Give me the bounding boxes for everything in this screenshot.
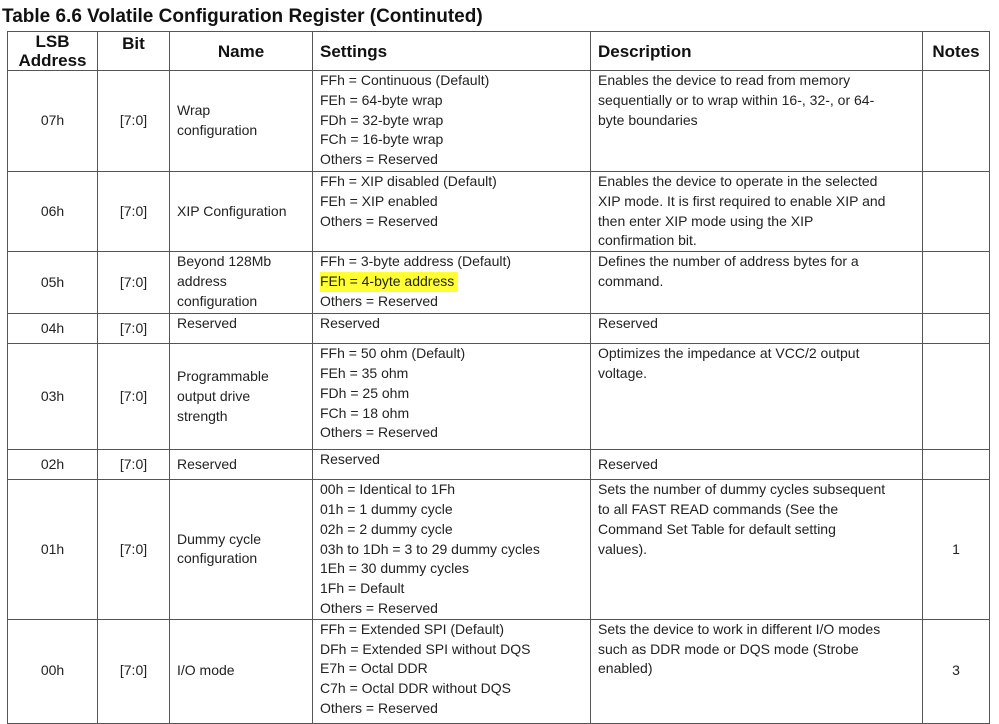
setting-line: FFh = XIP disabled (Default) (320, 173, 497, 189)
cell-notes (923, 450, 990, 480)
cell-bit: [7:0] (98, 252, 170, 314)
cell-bit: [7:0] (98, 314, 170, 344)
cell-lsb-address: 07h (8, 71, 98, 172)
cell-description (591, 172, 923, 252)
cell-notes (923, 314, 990, 344)
table-row (8, 172, 990, 252)
setting-line: Reserved (320, 315, 380, 332)
setting-line: E7h = Octal DDR (320, 660, 428, 677)
cell-settings (313, 71, 591, 172)
cell-settings (313, 344, 591, 450)
name-line: XIP Configuration (177, 202, 287, 219)
cell-notes: 3 (923, 619, 990, 723)
setting-line: DFh = Extended SPI without DQS (320, 640, 531, 657)
setting-line: FFh = Extended SPI (Default) (320, 620, 505, 637)
cell-name (170, 480, 313, 620)
name-line: strength (177, 407, 228, 424)
table-row (8, 71, 990, 172)
description-line: Sets the number of dummy cycles subsequent (598, 481, 886, 498)
cell-description (591, 450, 923, 480)
table-title: Table 6.6 Volatile Configuration Register (Continuted) (2, 6, 483, 27)
cell-bit: [7:0] (98, 172, 170, 252)
table-row (8, 619, 990, 723)
cell-settings (313, 619, 591, 723)
setting-line: FFh = Continuous (Default) (320, 72, 490, 88)
cell-name (170, 314, 313, 344)
setting-line: FDh = 32-byte wrap (320, 111, 444, 128)
column-header-description: Description (591, 32, 923, 71)
setting-line: 02h = 2 dummy cycle (320, 520, 453, 537)
table-row (8, 314, 990, 344)
description-line: command. (598, 272, 664, 289)
setting-line: FEh = 64-byte wrap (320, 91, 443, 108)
setting-line: Reserved (320, 451, 380, 468)
description-line: Command Set Table for default setting (598, 520, 836, 537)
setting-line: FCh = 16-byte wrap (320, 131, 444, 148)
description-line: sequentially or to wrap within 16-, 32-, or 64- (598, 91, 875, 108)
table-row (8, 480, 990, 620)
cell-lsb-address: 06h (8, 172, 98, 252)
cell-name (170, 252, 313, 314)
cell-bit: [7:0] (98, 450, 170, 480)
name-line: output drive (177, 387, 251, 404)
lsb-header-line2: Address (18, 51, 87, 70)
cell-notes (923, 252, 990, 314)
cell-description (591, 314, 923, 344)
description-line: Sets the device to work in different I/O modes (598, 620, 881, 637)
cell-bit: [7:0] (98, 619, 170, 723)
description-line: confirmation bit. (598, 232, 697, 249)
setting-line: Others = Reserved (320, 292, 438, 309)
cell-name (170, 450, 313, 480)
cell-notes (923, 172, 990, 252)
header-row (8, 32, 990, 71)
cell-bit: [7:0] (98, 71, 170, 172)
cell-settings (313, 480, 591, 620)
name-line: Reserved (177, 315, 237, 332)
setting-line: 1Eh = 30 dummy cycles (320, 560, 470, 577)
name-line: configuration (177, 122, 258, 138)
lsb-header-line1: LSB (35, 32, 70, 51)
cell-name (170, 619, 313, 723)
setting-line: FEh = 35 ohm (320, 364, 409, 381)
setting-line: C7h = Octal DDR without DQS (320, 680, 512, 697)
setting-line: Others = Reserved (320, 212, 438, 229)
cell-settings (313, 314, 591, 344)
cell-notes: 1 (923, 480, 990, 620)
cell-settings (313, 252, 591, 314)
setting-line: Others = Reserved (320, 151, 438, 168)
cell-name (170, 71, 313, 172)
setting-line: 00h = Identical to 1Fh (320, 481, 456, 498)
description-line: XIP mode. It is first required to enable XIP and (598, 192, 886, 209)
setting-line: Others = Reserved (320, 424, 438, 441)
column-header-notes: Notes (923, 32, 990, 71)
setting-line: Others = Reserved (320, 599, 438, 616)
cell-lsb-address: 05h (8, 252, 98, 314)
cell-description (591, 71, 923, 172)
description-line: Enables the device to read from memory (598, 72, 851, 88)
setting-line: FFh = 3-byte address (Default) (320, 253, 512, 270)
name-line: configuration (177, 292, 258, 309)
cell-notes (923, 344, 990, 450)
description-line: voltage. (598, 364, 648, 381)
table-row (8, 344, 990, 450)
column-header-settings: Settings (313, 32, 591, 71)
name-line: Wrap (177, 102, 211, 119)
description-line: Reserved (598, 315, 658, 332)
volatile-configuration-register-table (7, 31, 990, 724)
description-line: values). (598, 540, 648, 557)
setting-line: FCh = 18 ohm (320, 404, 410, 421)
cell-lsb-address: 04h (8, 314, 98, 344)
cell-lsb-address: 03h (8, 344, 98, 450)
setting-line-wrapper (320, 272, 586, 292)
name-line: I/O mode (177, 662, 235, 679)
description-line: Optimizes the impedance at VCC/2 output (598, 345, 860, 362)
setting-line: 03h to 1Dh = 3 to 29 dummy cycles (320, 540, 540, 557)
cell-settings (313, 450, 591, 480)
description-line: then enter XIP mode using the XIP (598, 212, 814, 229)
description-line: such as DDR mode or DQS mode (Strobe (598, 640, 859, 657)
name-line: Reserved (177, 455, 237, 472)
cell-lsb-address: 01h (8, 480, 98, 620)
setting-line: 01h = 1 dummy cycle (320, 500, 453, 517)
cell-bit: [7:0] (98, 480, 170, 620)
setting-line: Others = Reserved (320, 699, 438, 716)
cell-lsb-address: 00h (8, 619, 98, 723)
cell-notes (923, 71, 990, 172)
column-header-lsb-address (8, 32, 98, 71)
highlighted-setting-line: FEh = 4-byte address (320, 272, 458, 292)
name-line: configuration (177, 550, 258, 567)
description-line: Reserved (598, 455, 658, 472)
description-line: Enables the device to operate in the selected (598, 173, 878, 189)
name-line: Dummy cycle (177, 530, 262, 547)
name-line: Beyond 128Mb (177, 253, 272, 270)
table-row (8, 450, 990, 480)
column-header-name: Name (170, 32, 313, 71)
setting-line: FFh = 50 ohm (Default) (320, 345, 466, 362)
cell-description (591, 619, 923, 723)
column-header-bit: Bit (98, 32, 170, 71)
cell-description (591, 344, 923, 450)
description-line: Defines the number of address bytes for a (598, 253, 859, 270)
cell-lsb-address: 02h (8, 450, 98, 480)
table-body (8, 71, 990, 724)
description-line: enabled) (598, 660, 653, 677)
cell-name (170, 344, 313, 450)
name-line: Programmable (177, 367, 269, 384)
cell-settings (313, 172, 591, 252)
cell-description (591, 480, 923, 620)
cell-bit: [7:0] (98, 344, 170, 450)
setting-line: FEh = XIP enabled (320, 192, 438, 209)
cell-name (170, 172, 313, 252)
description-line: byte boundaries (598, 111, 698, 128)
setting-line: FDh = 25 ohm (320, 384, 410, 401)
table-row (8, 252, 990, 314)
description-line: to all FAST READ commands (See the (598, 500, 839, 517)
setting-line: 1Fh = Default (320, 580, 405, 597)
name-line: address (177, 272, 227, 289)
cell-description (591, 252, 923, 314)
